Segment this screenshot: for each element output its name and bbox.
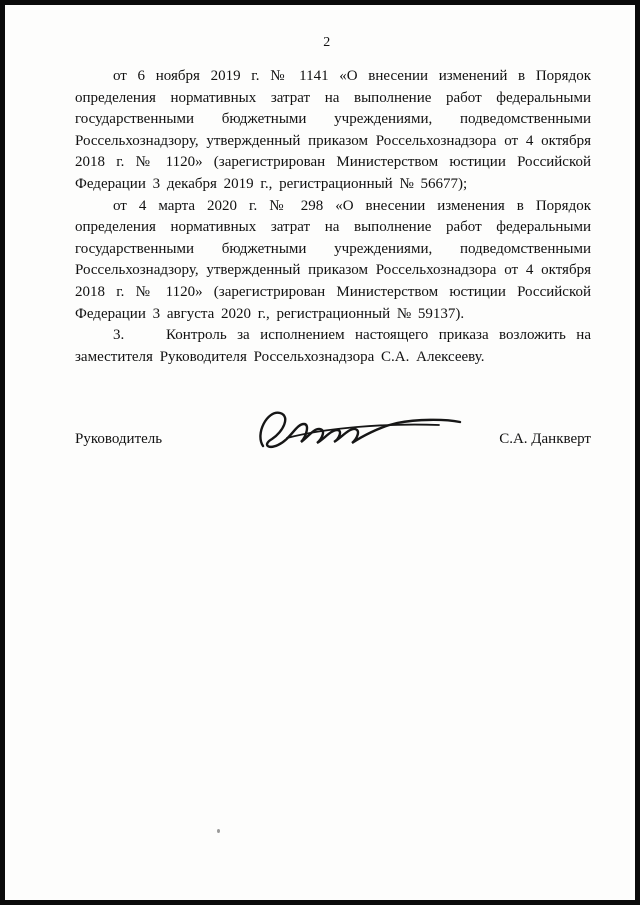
document-body <box>75 66 591 368</box>
page-number: 2 <box>323 35 331 50</box>
body-paragraph: от 4 марта 2020 г. № 298 «О внесении изменения в Порядок определения нормативных затрат на выполнение работ федеральными государственными бюджетными учреждениями, подведомственными Россельхознадзору, утвержденный приказом Россельхознадзора от 4 октября 2018 г. № 1120» (зарегистрирован Министерством юстиции Российской Федерации 3 августа 2020 г., регистрационный № 59137). <box>75 197 591 322</box>
signatory-name: С.А. Данкверт <box>499 431 591 448</box>
scan-artifact-dot <box>217 829 220 833</box>
body-paragraph: от 6 ноября 2019 г. № 1141 «О внесении изменений в Порядок определения нормативных затрат на выполнение работ федеральными государственными бюджетными учреждениями, подведомственными Россельхознадзору, утвержденный приказом Россельхознадзора от 4 октября 2018 г. № 1120» (зарегистрирован Министерством юстиции Российской Федерации 3 декабря 2019 г., регистрационный № 56677); <box>75 68 591 192</box>
handwritten-signature-image <box>253 402 468 454</box>
signature-block <box>75 398 591 450</box>
signatory-title: Руководитель <box>75 431 163 448</box>
body-paragraph: 3. Контроль за исполнением настоящего приказа возложить на заместителя Руководителя Россельхознадзора С.А. Алексееву. <box>75 327 591 365</box>
